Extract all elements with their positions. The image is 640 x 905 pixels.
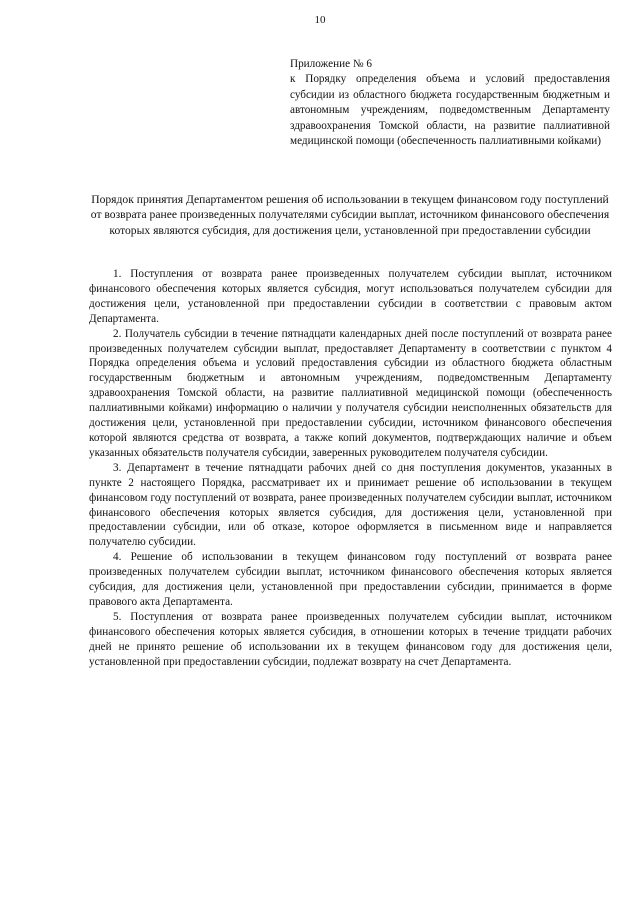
appendix-block [290,57,610,149]
document-body [89,267,612,669]
paragraph-3: 3. Департамент в течение пятнадцати рабочих дней со дня поступления документов, указанных в пункте 2 настоящего Порядка, рассматривает их и принимает решение об использовании в текущем финансовом году поступлений от возврата, ранее произведенных получателем субсидии выплат, источником финансового обеспечения которых является субсидия, для достижения цели, установленной при предоставлении субсидии, или об отказе, которое оформляется в письменном виде и направляется получателю субсидии. [89,461,612,549]
paragraph-5: 5. Поступления от возврата ранее произведенных получателем субсидии выплат, источником финансового обеспечения которых является субсидия, в отношении которых в течение тридцати рабочих дней не принято решение об использовании их в текущем финансовом году для достижения цели, установленной при предоставлении субсидии, подлежат возврату на счет Департамента. [89,610,612,668]
paragraph-2: 2. Получатель субсидии в течение пятнадцати календарных дней после поступлений от возврата ранее произведенных получателем субсидии выплат, предоставляет Департаменту в соответствии с пунктом 4 Порядка определения объема и условий предоставления субсидии из областного бюджета областным государственным бюджетным и автономным учреждениям, подведомственным Департаменту здравоохранения Томской области, на развитие паллиативной медицинской помощи (обеспеченность паллиативными койками) информацию о наличии у получателя субсидии неисполненных обязательств для достижения цели, установленной при предоставлении субсидии, источником финансового обеспечения которой являются средства от возврата, а также копий документов, подтверждающих наличие и объем указанных обязательств получателя субсидии, заверенных руководителем получателя субсидии. [89,327,612,459]
appendix-title: Приложение № 6 [290,58,372,70]
paragraph-4: 4. Решение об использовании в текущем финансовом году поступлений от возврата ранее произведенных получателем субсидии выплат, источником финансового обеспечения которых является субсидия, для достижения цели, установленной при предоставлении субсидии, принимается в форме правового акта Департамента. [89,551,612,608]
paragraph-1: 1. Поступления от возврата ранее произведенных получателем субсидии выплат, источником финансового обеспечения которых является субсидия, могут использоваться получателем субсидии для достижения цели, установленной при предоставлении субсидии в соответствии с правовым актом Департамента. [89,268,612,325]
page-number: 10 [314,14,326,26]
appendix-text: к Порядку определения объема и условий предоставления субсидии из областного бюджета государственным бюджетным и автономным учреждениям, подведомственным Департаменту здравоохранения Томской области, на развитие паллиативной медицинской помощи (обеспеченность паллиативными койками) [290,73,610,148]
document-title: Порядок принятия Департаментом решения об использовании в текущем финансовом году поступлений от возврата ранее произведенных получателями субсидии выплат, источником финансового обеспечения которых являются субсидия, для достижения цели, установленной при предоставлении субсидии [90,193,610,237]
